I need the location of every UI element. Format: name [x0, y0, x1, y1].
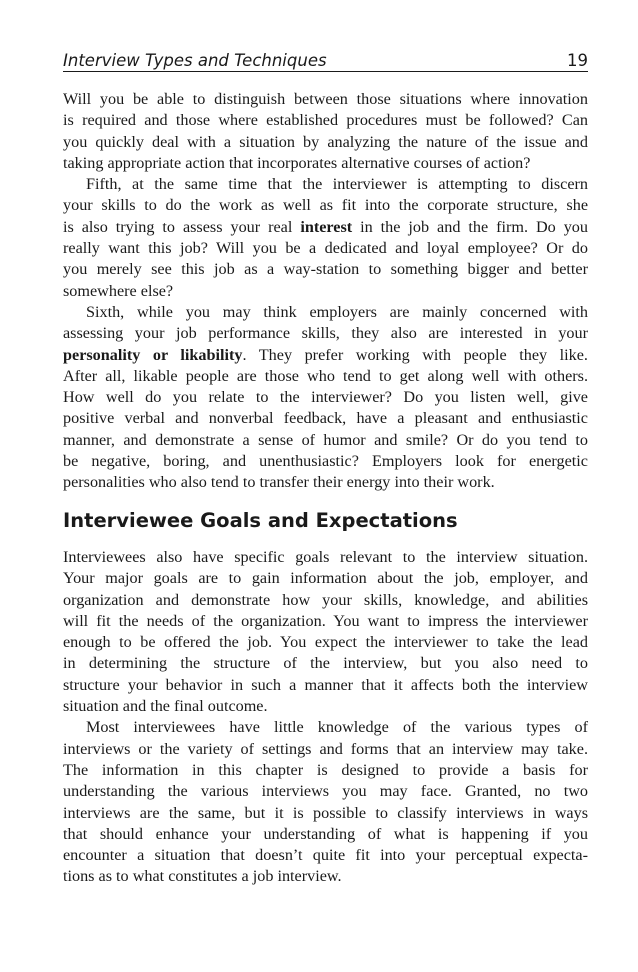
paragraph: [63, 174, 588, 302]
text-line: Your major goals are to gain information about the job, employer, and: [63, 569, 588, 588]
paragraph: [63, 717, 588, 887]
text-line: Sixth, while you may think employers are mainly concerned with: [86, 302, 588, 321]
text-line: in determining the structure of the interview, but you also need to: [63, 654, 588, 673]
text-line: manner, and demonstrate a sense of humor and smile? Or do you tend to: [63, 430, 588, 449]
text-line: positive verbal and nonverbal feedback, have a pleasant and enthusiastic: [63, 409, 588, 428]
text-line: Most interviewees have little knowledge of the various types of: [86, 718, 588, 737]
text-line: that should enhance your understanding of what is happening if you: [63, 824, 588, 843]
text-line: interviews or the variety of settings and forms that an interview may take.: [63, 739, 588, 758]
paragraph: [63, 547, 588, 717]
text-line: encounter a situation that doesn’t quite fit into your perceptual expecta-: [63, 846, 588, 865]
text-line: somewhere else?: [63, 281, 174, 300]
text-line: tions as to what constitutes a job interview.: [63, 867, 342, 886]
emphasized-term: personality or likability: [63, 345, 243, 364]
text-line: personality or likability. They prefer working with people they like.: [63, 345, 588, 364]
emphasized-term: interest: [300, 217, 353, 236]
body-text-section: [63, 547, 588, 888]
section-heading: Interviewee Goals and Expectations: [63, 509, 458, 532]
text-line: is also trying to assess your real interest in the job and the firm. Do you: [63, 217, 588, 236]
text-line: situation and the final outcome.: [63, 697, 268, 716]
text-line: taking appropriate action that incorporates alternative courses of action?: [63, 153, 531, 172]
text-line: will fit the needs of the organization. You want to impress the interviewer: [63, 611, 588, 630]
text-line: How well do you relate to the interviewer? Do you listen well, give: [63, 388, 588, 407]
text-line: you merely see this job as a way-station to something bigger and better: [63, 260, 588, 279]
text-line: your skills to do the work as well as fit into the corporate structure, she: [63, 196, 588, 215]
text-line: The information in this chapter is designed to provide a basis for: [63, 760, 588, 779]
text-line: personalities who also tend to transfer their energy into their work.: [63, 473, 495, 492]
paragraph: [63, 89, 588, 174]
text-line: be negative, boring, and unenthusiastic? Employers look for energetic: [63, 452, 588, 471]
text-line: After all, likable people are those who tend to get along well with others.: [63, 366, 588, 385]
text-line: enough to be offered the job. You expect the interviewer to take the lead: [63, 633, 588, 652]
text-line: interviews are the same, but it is possible to classify interviews in ways: [63, 803, 588, 822]
running-header: [63, 47, 588, 72]
text-line: Interviewees also have specific goals relevant to the interview situation.: [63, 548, 588, 566]
text-line: assessing your job performance skills, they also are interested in your: [63, 324, 588, 343]
text-line: Fifth, at the same time that the interviewer is attempting to discern: [86, 175, 588, 194]
text-line: really want this job? Will you be a dedicated and loyal employee? Or do: [63, 239, 588, 258]
text-line: Will you be able to distinguish between those situations where innovation: [63, 90, 588, 108]
text-line: understanding the various interviews you may face. Granted, no two: [63, 782, 588, 801]
body-text-top: [63, 89, 588, 494]
paragraph: [63, 302, 588, 494]
text-line: structure your behavior in such a manner that it affects both the interview: [63, 675, 588, 694]
text-line: you quickly deal with a situation by analyzing the nature of the issue and: [63, 132, 588, 151]
page-number: 19: [567, 51, 588, 70]
text-line: organization and demonstrate how your skills, knowledge, and abilities: [63, 590, 588, 609]
running-title: Interview Types and Techniques: [63, 51, 327, 70]
text-line: is required and those where established procedures must be followed? Can: [63, 111, 588, 130]
